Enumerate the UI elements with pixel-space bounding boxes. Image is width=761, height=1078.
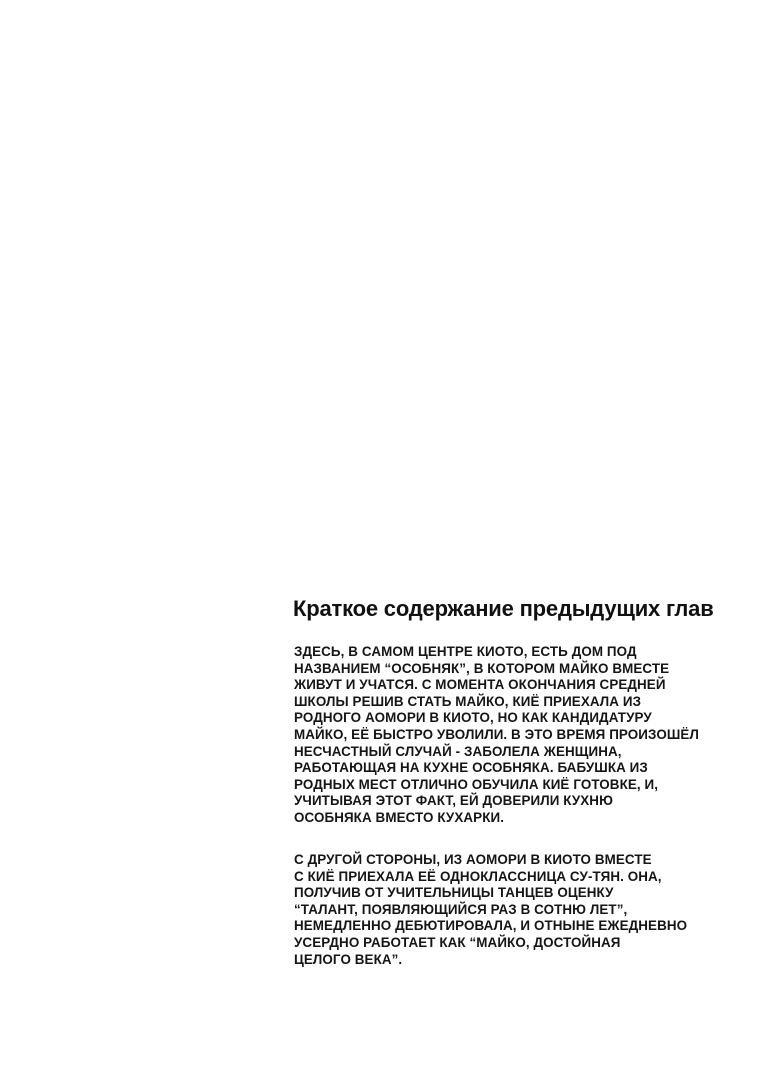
text-line: ЖИВУТ И УЧАТСЯ. С МОМЕНТА ОКОНЧАНИЯ СРЕДНЕЙ [294, 677, 666, 693]
text-line: С КИЁ ПРИЕХАЛА ЕЁ ОДНОКЛАССНИЦА СУ-ТЯН. ОНА, [294, 868, 662, 884]
summary-paragraph-2 [294, 852, 734, 968]
summary-paragraph-1 [294, 644, 734, 827]
text-line: ЦЕЛОГО ВЕКА”. [294, 951, 403, 967]
page-title: Краткое содержание предыдущих глав [293, 596, 714, 621]
text-line: ОСОБНЯКА ВМЕСТО КУХАРКИ. [294, 809, 505, 825]
text-line: РОДНОГО АОМОРИ В КИОТО, НО КАК КАНДИДАТУРУ [294, 710, 652, 726]
text-line: ЗДЕСЬ, В САМОМ ЦЕНТРЕ КИОТО, ЕСТЬ ДОМ ПОД [294, 644, 637, 659]
text-line: МАЙКО, ЕЁ БЫСТРО УВОЛИЛИ. В ЭТО ВРЕМЯ ПРОИЗОШЁЛ [294, 726, 699, 742]
text-line: ШКОЛЫ РЕШИВ СТАТЬ МАЙКО, КИЁ ПРИЕХАЛА ИЗ [294, 693, 642, 709]
text-line: УСЕРДНО РАБОТАЕТ КАК “МАЙКО, ДОСТОЙНАЯ [294, 934, 621, 950]
text-line: “ТАЛАНТ, ПОЯВЛЯЮЩИЙСЯ РАЗ В СОТНЮ ЛЕТ”, [294, 901, 628, 917]
text-line: ПОЛУЧИВ ОТ УЧИТЕЛЬНИЦЫ ТАНЦЕВ ОЦЕНКУ [294, 885, 614, 901]
text-line: РОДНЫХ МЕСТ ОТЛИЧНО ОБУЧИЛА КИЁ ГОТОВКЕ, И, [294, 776, 659, 792]
text-line: УЧИТЫВАЯ ЭТОТ ФАКТ, ЕЙ ДОВЕРИЛИ КУХНЮ [294, 793, 613, 809]
text-line: НЕМЕДЛЕННО ДЕБЮТИРОВАЛА, И ОТНЫНЕ ЕЖЕДНЕВНО [294, 918, 688, 934]
text-line: НЕСЧАСТНЫЙ СЛУЧАЙ - ЗАБОЛЕЛА ЖЕНЩИНА, [294, 743, 622, 759]
text-line: С ДРУГОЙ СТОРОНЫ, ИЗ АОМОРИ В КИОТО ВМЕСТЕ [294, 852, 652, 867]
text-line: НАЗВАНИЕМ “ОСОБНЯК”, В КОТОРОМ МАЙКО ВМЕСТЕ [294, 660, 670, 676]
text-line: РАБОТАЮЩАЯ НА КУХНЕ ОСОБНЯКА. БАБУШКА ИЗ [294, 760, 648, 776]
